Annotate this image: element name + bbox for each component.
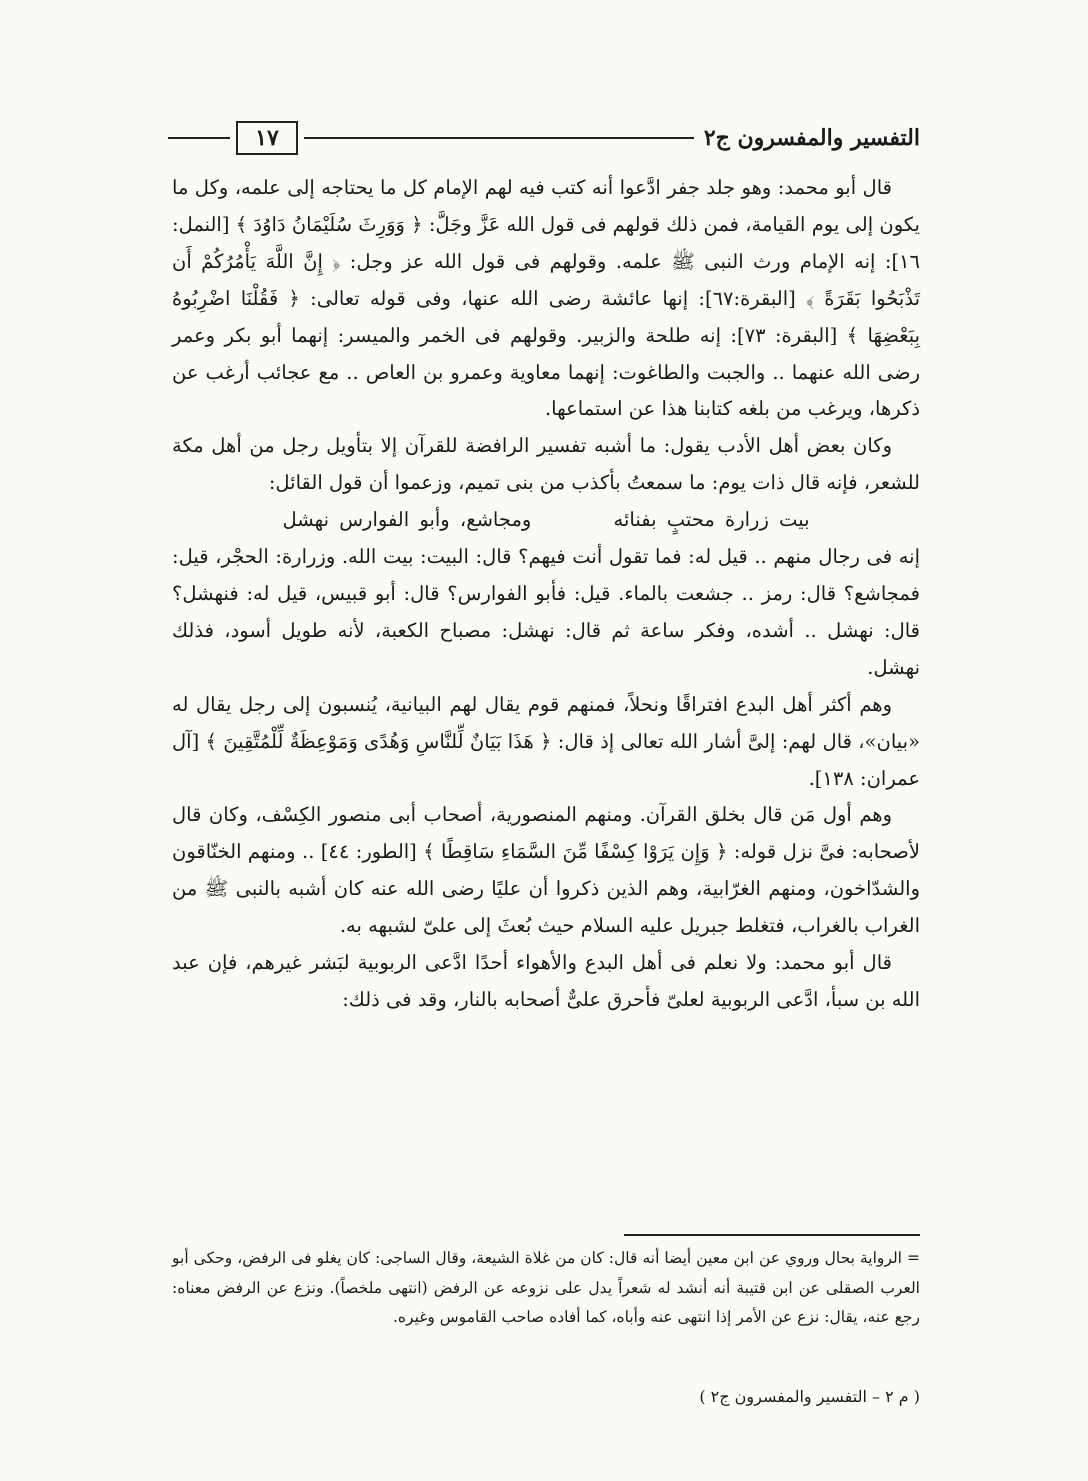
header-rule-right: [304, 137, 694, 139]
paragraph: قال أبو محمد: ولا نعلم فى أهل البدع والأهواء أحدًا ادَّعى الربوبية لبَشر غيرهم، فإن عبد الله بن سبأ، ادَّعى الربوبية لعلىّ فأحرق علىٌّ أصحابه بالنار، وقد فى ذلك:: [172, 951, 920, 1011]
paragraph: وهم أكثر أهل البدع افتراقًا ونحلاً، فمنهم قوم يقال لهم البيانية، يُنسبون إلى رجل يقال له «بيان»، قال لهم: إلىَّ أشار الله تعالى إذ قال: ﴿ هَذَا بَيَانٌ لِّلنَّاسِ وَهُدًى وَمَوْعِظَةٌ لِّلْمُتَّقِينَ ﴾ [آل عمران: ١٣٨].: [172, 692, 920, 790]
verse-first-hemistich: بيت زرارة محتبٍ بفنائه: [613, 508, 810, 532]
main-text: [172, 170, 920, 1019]
footnote-text: = الرواية بحال وروي عن ابن معين أيضا أنه قال: كان من غلاة الشيعة، وقال الساجى: كان يغلو فى الرفض، وحكى أبو العرب الصقلى عن ابن قتيبة أنه أنشد له شعراً يدل على نزوعه عن الرفض (انتهى ملخصاً). ونزع عن الرفض معناه: رجع عنه، يقال: نزع عن الأمر إذا انتهى عنه وأباه، كما أفاده صاحب القاموس وغيره.: [172, 1249, 920, 1326]
footnote: [172, 1244, 920, 1333]
header-rule-left: [168, 137, 230, 139]
paragraph: قال أبو محمد: وهو جلد جفر ادَّعوا أنه كتب فيه لهم الإمام كل ما يحتاجه إلى علمه، وكل ما يكون إلى يوم القيامة، فمن ذلك قولهم فى قول الله عَزَّ وجَلَّ: ﴿ وَوَرِثَ سُلَيْمَانُ دَاوُدَ ﴾ [النمل: ١٦]: إنه الإمام ورث النبى ﷺ علمه. وقولهم فى قول الله عز وجل: ﴿ إِنَّ اللَّهَ يَأْمُرُكُمْ أَن تَذْبَحُوا بَقَرَةً ﴾ [البقرة:٦٧]: إنها عائشة رضى الله عنها، وفى قوله تعالى: ﴿ فَقُلْنَا اضْرِبُوهُ بِبَعْضِهَا ﴾ [البقرة: ٧٣]: إنه طلحة والزبير. وقولهم فى الخمر والميسر: إنهما أبو بكر وعمر رضى الله عنهما .. والجبت والطاغوت: إنهما معاوية وعمرو بن العاص .. مع عجائب أرغب عن ذكرها، ويرغب من بلغه كتابنا هذا عن استماعها.: [172, 176, 921, 421]
paragraph: وهم أول مَن قال بخلق القرآن. ومنهم المنصورية، أصحاب أبى منصور الكِسْف، وكان قال لأصحابه: فىَّ نزل قوله: ﴿ وَإِن يَرَوْا كِسْفًا مِّنَ السَّمَاءِ سَاقِطًا ﴾ [الطور: ٤٤] .. ومنهم الخنّاقون والشدّاخون، ومنهم الغرّابية، وهم الذين ذكروا أن عليًا رضى الله عنه كان أشبه بالنبى ﷺ من الغراب بالغراب، فتغلط جبريل عليه السلام حيث بُعثَ إلى علىّ لشبهه به.: [172, 803, 920, 938]
paragraph: إنه فى رجال منهم .. قيل له: فما تقول أنت فيهم؟ قال: البيت: بيت الله. وزرارة: الحجْر، قيل: فمجاشع؟ قال: رمز .. جشعت بالماء. قيل: فأبو الفوارس؟ قال: أبو قبيس، قيل له: فنهشل؟ قال: نهشل .. أشده، وفكر ساعة ثم قال: نهشل: مصباح الكعبة، لأنه طويل أسود، فذلك نهشل.: [172, 545, 920, 679]
verse-second-hemistich: ومجاشع، وأبو الفوارس نهشل: [282, 508, 532, 532]
paragraph: وكان بعض أهل الأدب يقول: ما أشبه تفسير الرافضة للقرآن إلا بتأويل رجل من أهل مكة للشعر، فإنه قال ذات يوم: ما سمعتُ بأكذب من بنى تميم، وزعموا أن قول القائل:: [172, 434, 920, 495]
page-number: ١٧: [236, 121, 298, 155]
running-title: التفسير والمفسرون ج٢: [703, 125, 920, 151]
running-header: [168, 118, 920, 158]
signature-line: ( م ٢ – التفسير والمفسرون ج٢ ): [699, 1387, 920, 1406]
footnote-separator: [624, 1234, 920, 1236]
poetry-verse: [172, 502, 920, 539]
